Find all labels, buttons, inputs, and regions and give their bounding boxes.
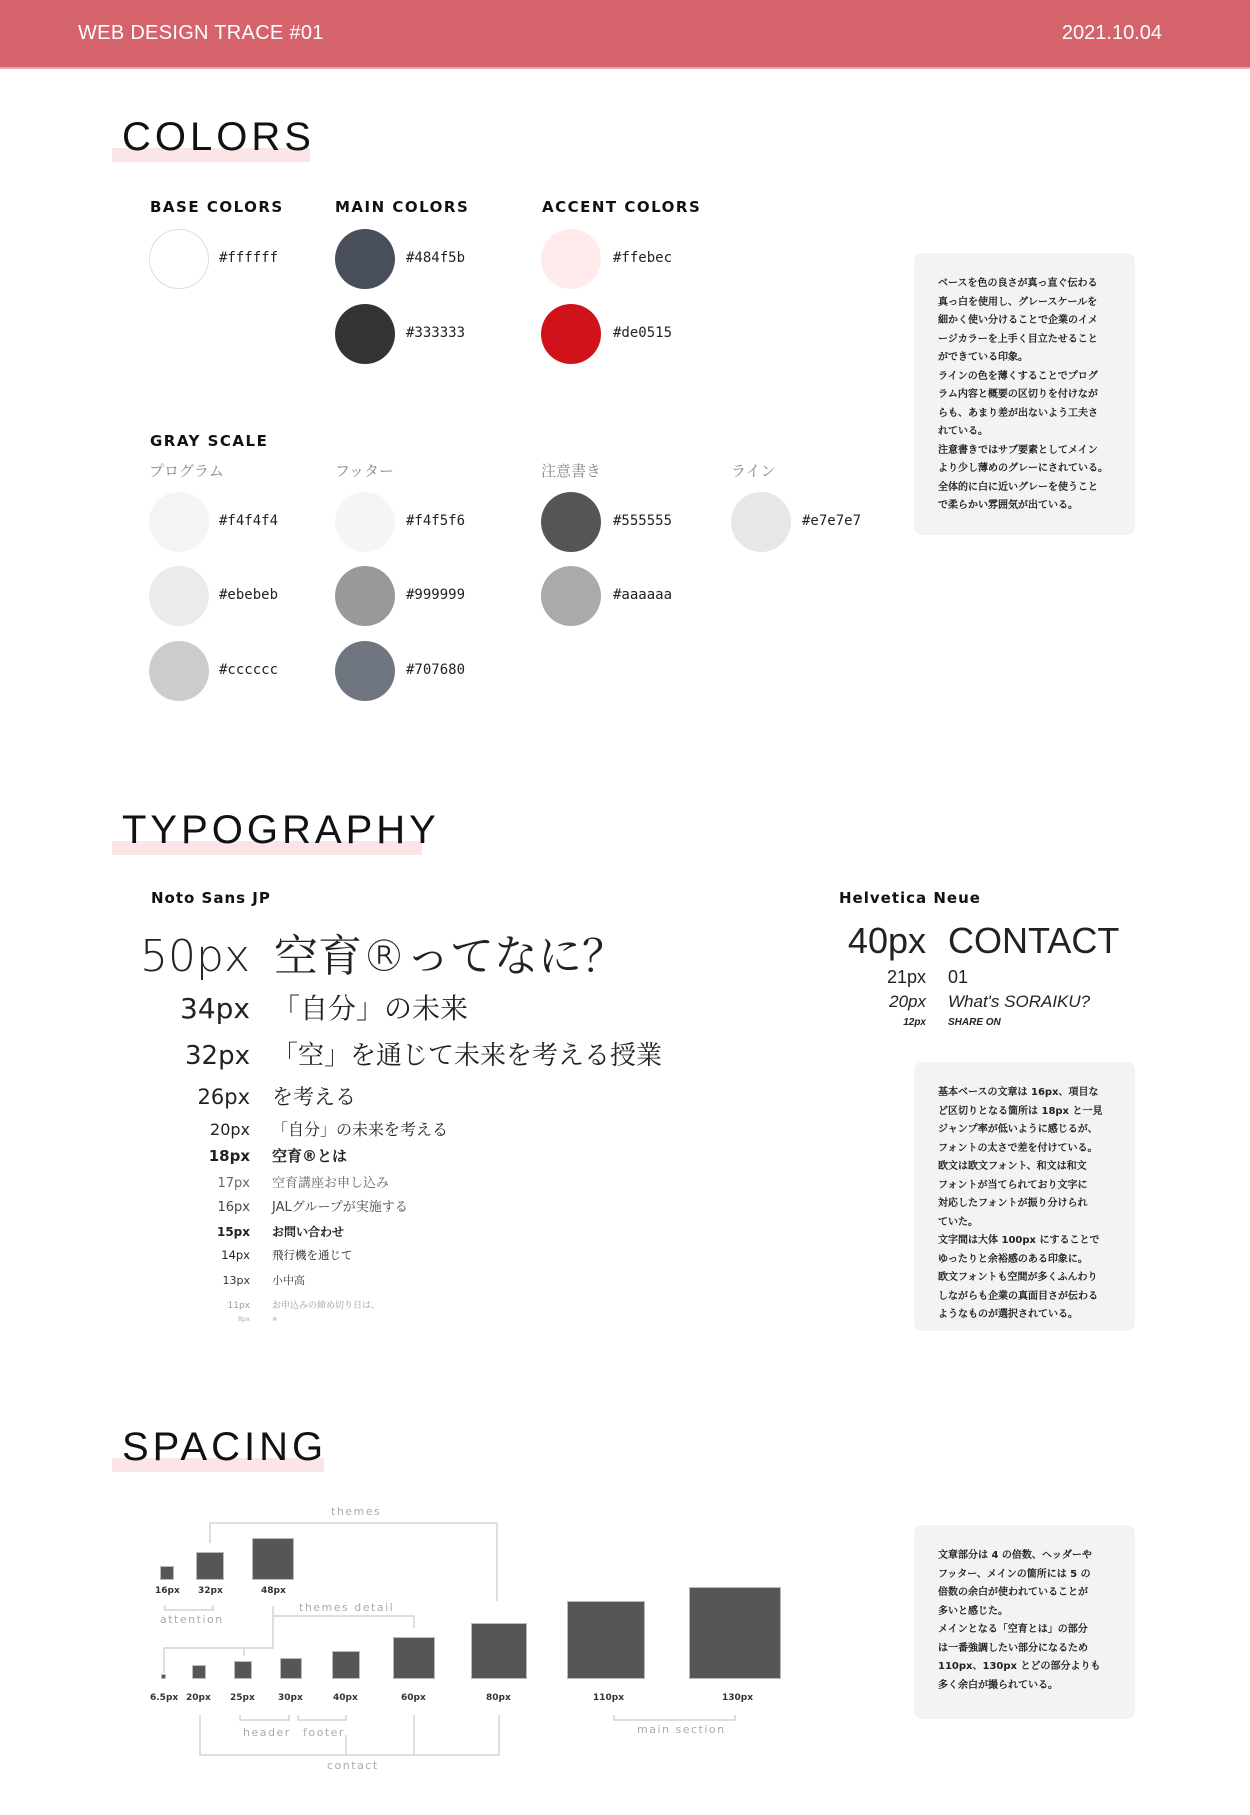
type-size-label: 13px	[222, 1274, 250, 1287]
gray-scale-label: GRAY SCALE	[150, 432, 269, 450]
jp-font-name: Noto Sans JP	[151, 889, 271, 907]
type-size-label: 26px	[197, 1085, 250, 1109]
spacing-square-130px	[689, 1587, 781, 1679]
group-label-footer: footer	[303, 1726, 345, 1739]
gray-group-footer: フッター	[335, 462, 394, 480]
type-sample-text: 空育®ってなに？	[274, 931, 626, 982]
type-size-label: 8px	[237, 1315, 250, 1323]
type-size-label: 12px	[903, 1017, 926, 1028]
spacing-square-110px	[567, 1601, 645, 1679]
hex-label: #999999	[406, 587, 466, 603]
type-size-label: 17px	[217, 1176, 250, 1191]
spacing-square-80px	[471, 1623, 527, 1679]
accent-colors-label: ACCENT COLORS	[542, 198, 702, 216]
spacing-square-40px	[332, 1651, 360, 1679]
type-sample-text: SHARE ON	[948, 1017, 1001, 1028]
colors-note: ベースを色の良さが真っ直ぐ伝わる 真っ白を使用し、グレースケールを 細かく使い分けることで企業のイメ ージカラーを上手く目立たせること ができている印象。 ラインの色を薄くすることでプログ ラム内容と概要の区切りを付けなが らも、あまり差が出ないよう工夫さ れている。 注意書きではサブ要素としてメイン より少し薄めのグレーにされている。 全体的に白に近いグレーを使うこと で柔らかい雰囲気が出ている。	[914, 253, 1135, 535]
type-size-label: 15px	[216, 1225, 250, 1239]
type-sample-text: CONTACT	[948, 920, 1120, 961]
hex-label: #333333	[406, 325, 466, 341]
type-size-label: 16px	[217, 1200, 250, 1215]
hex-label: #ebebeb	[219, 587, 279, 603]
footer-bracket	[298, 1715, 346, 1720]
gray-group-program: プログラム	[149, 462, 224, 480]
spacing-size-label: 40px	[333, 1693, 358, 1703]
type-sample-text: 小中高	[272, 1274, 305, 1287]
spacing-note: 文章部分は 4 の倍数、ヘッダーや フッター、メインの箇所には 5 の 倍数の余白が使われていることが 多いと感じた。 メインとなる「空育とは」の部分 は一番強調したい部分になるため 110px、130px とどの部分よりも 多く余白が撮られている。	[914, 1525, 1135, 1719]
main-colors-label: MAIN COLORS	[335, 198, 470, 216]
spacing-size-label: 48px	[261, 1586, 286, 1596]
type-sample-text: を考える	[272, 1085, 356, 1109]
spacing-size-label: 25px	[230, 1693, 255, 1703]
hex-label: #ffffff	[219, 250, 279, 266]
type-size-label: 40px	[847, 920, 926, 961]
spacing-square-48px	[252, 1538, 294, 1580]
base-colors-label: BASE COLORS	[150, 198, 284, 216]
spacing-size-label: 60px	[401, 1693, 426, 1703]
type-sample-text: 空育®とは	[272, 1147, 348, 1165]
group-label-themes: themes	[331, 1505, 382, 1518]
spacing-square-20px	[192, 1665, 206, 1679]
header-date: 2021.10.04	[1061, 22, 1162, 44]
colors-title-text: COLORS	[122, 115, 315, 159]
themes-detail-right-bracket	[273, 1616, 414, 1628]
type-sample-text: ※	[272, 1315, 278, 1323]
type-sample-text: 01	[948, 967, 969, 987]
group-label-main-section: main section	[637, 1723, 726, 1736]
main-section-bracket	[614, 1715, 735, 1720]
attention-bracket	[165, 1605, 213, 1610]
type-size-label: 20px	[889, 992, 926, 1011]
type-sample-text: 「空」を通じて未来を考える授業	[272, 1041, 663, 1071]
hex-label: #f4f5f6	[406, 513, 466, 529]
spacing-size-label: 110px	[593, 1693, 625, 1703]
gray-group-line: ライン	[731, 462, 776, 480]
type-sample-text: 空育講座お申し込み	[272, 1176, 390, 1191]
type-size-label: 32px	[185, 1041, 250, 1071]
type-sample-text: 飛行機を通じて	[272, 1248, 353, 1262]
spacing-square-30px	[280, 1658, 301, 1679]
type-size-label: 34px	[180, 992, 250, 1025]
hex-label: #aaaaaa	[613, 587, 673, 603]
group-label-header: header	[243, 1726, 291, 1739]
type-sample-text: 「自分」の未来	[272, 992, 469, 1025]
spacing-size-label: 20px	[186, 1693, 211, 1703]
gray-group-note: 注意書き	[541, 462, 602, 480]
type-sample-text: JALグループが実施する	[272, 1200, 408, 1215]
spacing-size-label: 130px	[722, 1693, 754, 1703]
type-size-label: 14px	[221, 1248, 250, 1262]
group-label-attention: attention	[160, 1613, 224, 1626]
hex-label: #de0515	[613, 325, 673, 341]
type-size-label: 11px	[227, 1301, 250, 1311]
spacing-square-6.5px	[161, 1674, 166, 1679]
type-size-label: 50px	[140, 931, 250, 982]
group-label-themes-detail: themes detail	[299, 1601, 395, 1614]
type-sample-text: お問い合わせ	[272, 1225, 345, 1239]
type-size-label: 20px	[210, 1120, 250, 1139]
group-label-contact: contact	[327, 1759, 379, 1772]
hex-label: #e7e7e7	[802, 513, 862, 529]
hex-label: #484f5b	[406, 250, 466, 266]
spacing-size-label: 6.5px	[150, 1693, 179, 1703]
hex-label: #555555	[613, 513, 673, 529]
type-sample-text: お申込みの締め切り日は、	[272, 1301, 381, 1311]
spacing-size-label: 32px	[198, 1586, 223, 1596]
header-bracket	[240, 1715, 289, 1720]
spacing-size-label: 80px	[486, 1693, 511, 1703]
typography-title-text: TYPOGRAPHY	[122, 808, 440, 852]
spacing-size-label: 16px	[155, 1586, 180, 1596]
type-size-label: 21px	[886, 967, 926, 987]
spacing-square-32px	[196, 1552, 224, 1580]
spacing-title-text: SPACING	[122, 1425, 328, 1469]
type-sample-text: What's SORAIKU?	[948, 992, 1091, 1011]
hex-label: #707680	[406, 662, 466, 678]
spacing-square-60px	[393, 1637, 435, 1679]
type-sample-text: 「自分」の未来を考える	[272, 1120, 449, 1139]
en-font-name: Helvetica Neue	[839, 889, 981, 907]
typography-note: 基本ベースの文章は 16px、項目な ど区切りとなる箇所は 18px と一見 ジャンプ率が低いように感じるが、 フォントの太さで差を付けている。 欧文は欧文フォント、和文は和文 フォントが当てられており文字に 対応したフォントが振り分けられ ていた。 文字間は大体 100px にすることで ゆったりと余裕感のある印象に。 欧文フォントも空間が多くふんわり しながらも企業の真面目さが伝わる ようなものが選択されている。	[914, 1062, 1135, 1331]
hex-label: #f4f4f4	[219, 513, 279, 529]
hex-label: #ffebec	[613, 250, 673, 266]
spacing-size-label: 30px	[278, 1693, 303, 1703]
spacing-square-16px	[160, 1566, 174, 1580]
type-size-label: 18px	[208, 1147, 250, 1165]
spacing-square-25px	[234, 1661, 252, 1679]
hex-label: #cccccc	[219, 662, 279, 678]
header-title: WEB DESIGN TRACE #01	[78, 22, 324, 44]
